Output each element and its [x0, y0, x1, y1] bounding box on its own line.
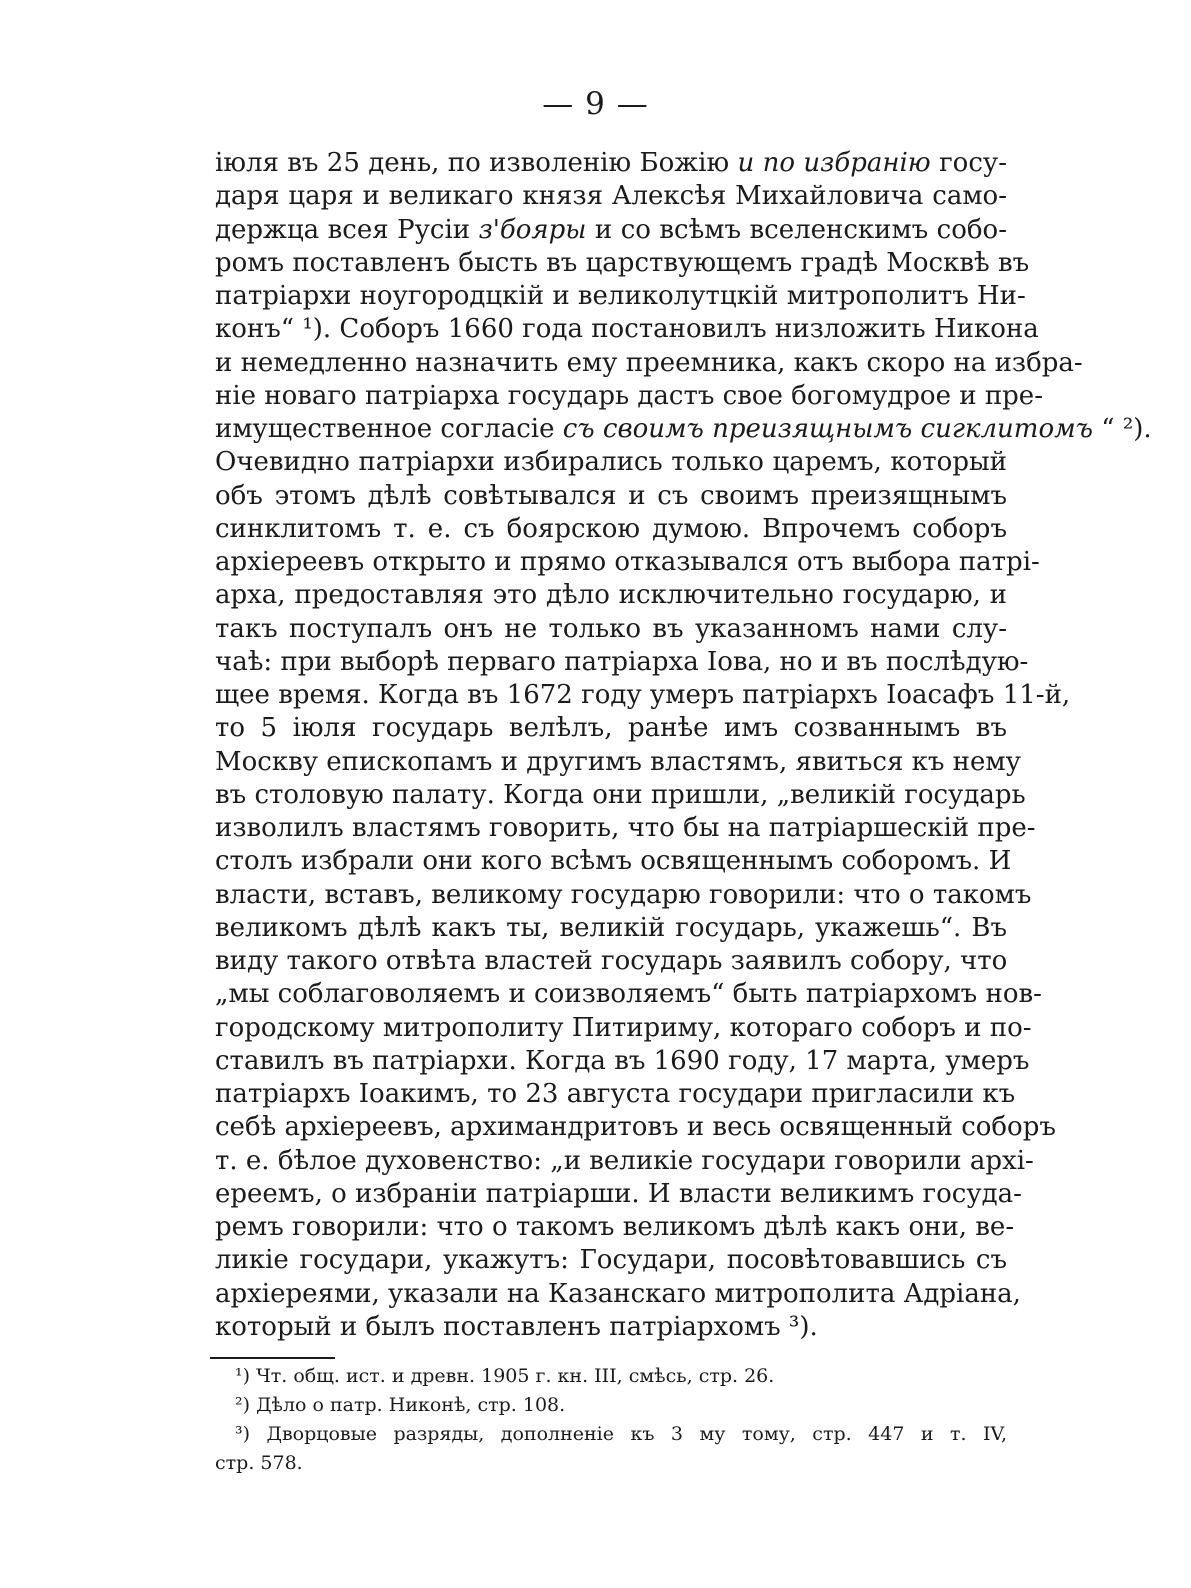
text-line: конъ“ ¹). Соборъ 1660 года постановилъ низложить Никона	[215, 314, 1039, 345]
footnotes	[215, 1362, 1007, 1478]
text-line: который и былъ поставленъ патріархомъ ³).	[215, 1311, 818, 1342]
footnote-2: ²) Дѣло о патр. Никонѣ, стр. 108.	[235, 1394, 566, 1416]
text-line: имущественное согласіе съ своимъ преизящнымъ сигклитомъ “ ²).	[215, 414, 1152, 444]
text-line: власти, вставъ, великому государю говорили: что о такомъ	[215, 879, 1032, 910]
text-line: Москву епископамъ и другимъ властямъ, явиться къ нему	[215, 746, 1021, 777]
text-line: ставилъ въ патріархи. Когда въ 1690 году, 17 марта, умеръ	[215, 1045, 1030, 1076]
footnote-3-continuation: стр. 578.	[215, 1452, 303, 1474]
text-line: виду такого отвѣта властей государь заявилъ собору, что	[215, 946, 1008, 976]
text-line: ніе новаго патріарха государь дастъ свое богомудрое и пре-	[215, 380, 1043, 411]
text-line: ликіе государи, укажутъ: Государи, посовѣтовавшись съ	[215, 1245, 1007, 1276]
text-line: то 5 іюля государь велѣлъ, ранѣе имъ созваннымъ въ	[215, 713, 1007, 744]
text-line: столъ избрали они кого всѣмъ освященнымъ соборомъ. И	[215, 846, 1012, 877]
text-line: въ столовую палату. Когда они пришли, „великій государь	[215, 779, 1026, 810]
text-line: т. е. бѣлое духовенство: „и великіе государи говорили архі-	[215, 1145, 1034, 1176]
text-line: архіереевъ открыто и прямо отказывался отъ выбора патрі-	[215, 547, 1040, 577]
footnote-1: ¹) Чт. общ. ист. и древн. 1905 г. кн. III, смѣсь, стр. 26.	[235, 1365, 775, 1387]
footnote-separator	[210, 1357, 335, 1359]
text-line: держца всея Русіи з'бояры и со всѣмъ вселенскимъ собо-	[215, 214, 1007, 245]
page-number: — 9 —	[542, 86, 649, 122]
italic-phrase: съ своимъ преизящнымъ сигклитомъ	[562, 414, 1093, 444]
text-line: и немедленно назначить ему преемника, какъ скоро на избра-	[215, 347, 1083, 378]
text-line: великомъ дѣлѣ какъ ты, великій государь, укажешь“. Въ	[215, 912, 1007, 943]
text-line: ремъ говорили: что о такомъ великомъ дѣлѣ какъ они, ве-	[215, 1212, 1015, 1242]
text-line: городскому митрополиту Питириму, котораго соборъ и по-	[215, 1012, 1032, 1043]
footnote-3: ³) Дворцовые разряды, дополненіе къ 3 му тому, стр. 447 и т. IV,	[235, 1423, 1007, 1445]
text-line: щее время. Когда въ 1672 году умеръ патріархъ Іоасафъ 11-й,	[215, 680, 1071, 710]
text-line: даря царя и великаго князя Алексѣя Михайловича само-	[215, 181, 1007, 212]
text-line: синклитомъ т. е. съ боярскою думою. Впрочемъ соборъ	[215, 513, 1007, 544]
text-line: такъ поступалъ онъ не только въ указанномъ нами слу-	[215, 613, 1007, 644]
text-line: чаѣ: при выборѣ перваго патріарха Іова, но и въ послѣдую-	[215, 646, 1029, 677]
text-line: ромъ поставленъ бысть въ царствующемъ градѣ Москвѣ въ	[215, 247, 1030, 278]
italic-phrase: з'бояры	[478, 214, 587, 245]
text-line: ереемъ, о избраніи патріарши. И власти великимъ госуда-	[215, 1178, 1022, 1209]
text-line: патріархъ Іоакимъ, то 23 августа государи пригласили къ	[215, 1079, 1016, 1109]
text-line: изволилъ властямъ говорить, что бы на патріаршескій пре-	[215, 813, 1036, 843]
text-line: себѣ архіереевъ, архимандритовъ и весь освященный соборъ	[215, 1112, 1056, 1143]
text-line: арха, предоставляя это дѣло исключительно государю, и	[215, 580, 1007, 611]
text-line: архіереями, указали на Казанскаго митрополита Адріана,	[215, 1278, 1021, 1309]
text-line: іюля въ 25 день, по изволенію Божію и по избранію госу-	[215, 148, 1007, 178]
italic-phrase: и по избранію	[737, 148, 931, 178]
text-line: патріархи ноугородцкій и великолутцкій митрополитъ Ни-	[215, 281, 1026, 311]
text-line: „мы соблаговоляемъ и соизволяемъ“ быть патріархомъ нов-	[215, 979, 1042, 1010]
text-line: объ этомъ дѣлѣ совѣтывался и съ своимъ преизящнымъ	[215, 480, 1007, 511]
main-text	[215, 147, 1152, 1344]
text-line: Очевидно патріархи избирались только царемъ, который	[215, 447, 1007, 478]
